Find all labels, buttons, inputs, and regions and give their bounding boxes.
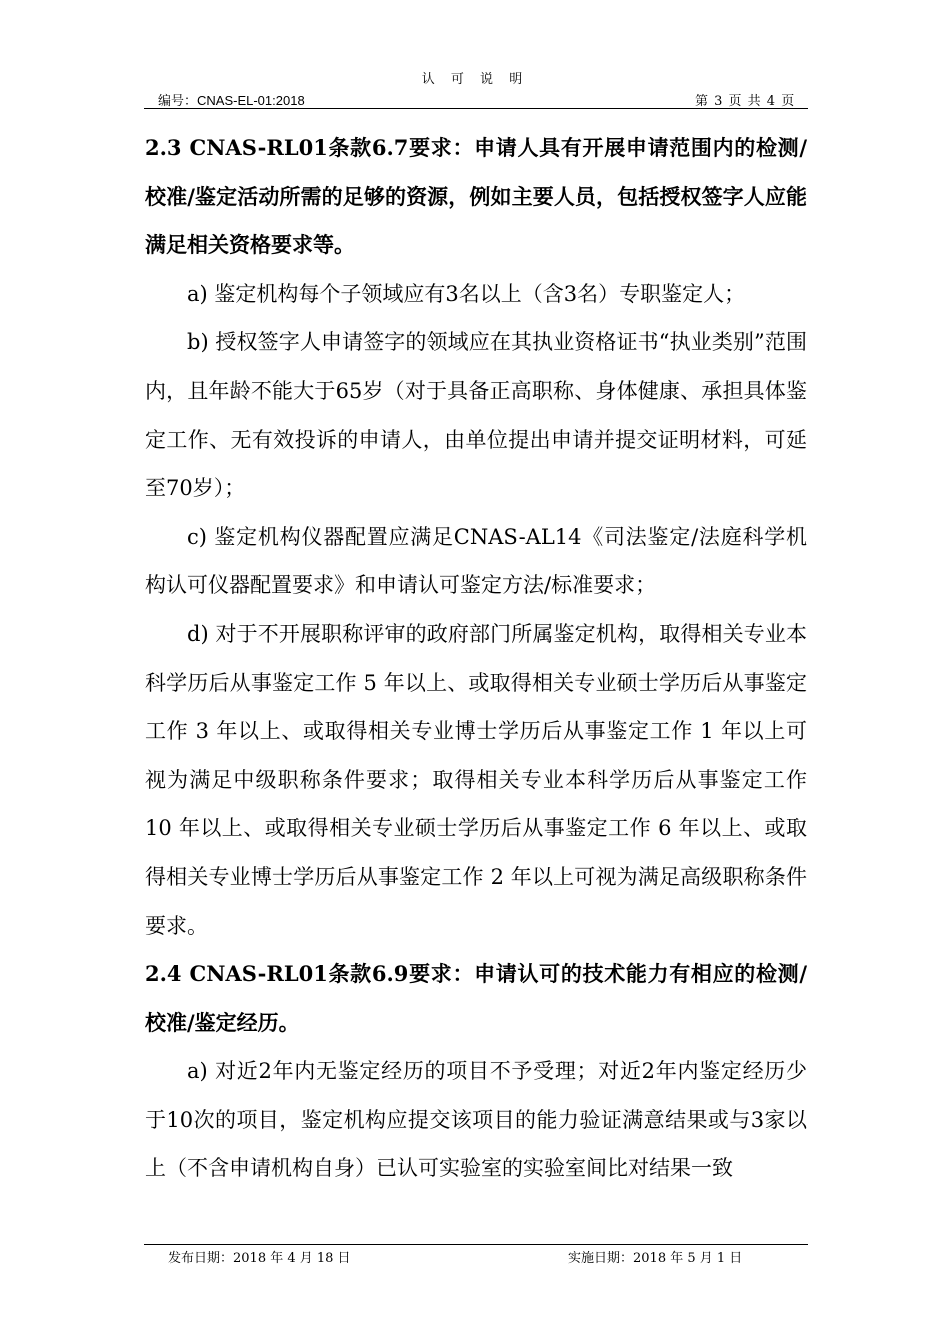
paragraph-item-a-2: a) 对近2年内无鉴定经历的项目不予受理；对近2年内鉴定经历少于10次的项目，鉴定机构应提交该项目的能力验证满意结果或与3家以上（不含申请机构自身）已认可实验室的实验室间比对结果一致 [145, 1059, 807, 1181]
paragraph-item-d: d) 对于不开展职称评审的政府部门所属鉴定机构，取得相关专业本科学历后从事鉴定工作 5 年以上、或取得相关专业硕士学历后从事鉴定工作 3 年以上、或取得相关专业博士学历后从事鉴定工作 1 年以上可视为满足中级职称条件要求；取得相关专业本科学历后从事鉴定工作 10 年以上、或取得相关专业硕士学历后从事鉴定工作 6 年以上、或取得相关专业博士学历后从事鉴定工作 2 年以上可视为满足高级职称条件要求。 [145, 621, 807, 938]
footer-divider [144, 1244, 808, 1245]
section-heading-2-4: 2.4 CNAS-RL01条款6.9要求：申请认可的技术能力有相应的检测/校准/鉴定经历。 [145, 961, 807, 1035]
paragraph-item-a: a) 鉴定机构每个子领域应有3名以上（含3名）专职鉴定人； [187, 281, 746, 306]
header-title: 认 可 说 明 [421, 72, 529, 87]
document-body [145, 124, 807, 1193]
paragraph-item-c: c) 鉴定机构仪器配置应满足CNAS-AL14《司法鉴定/法庭科学机构认可仪器配置要求》和申请认可鉴定方法/标准要求； [145, 524, 807, 598]
paragraph-item-b: b) 授权签字人申请签字的领域应在其执业资格证书“执业类别”范围内，且年龄不能大于65岁（对于具备正高职称、身体健康、承担具体鉴定工作、无有效投诉的申请人，由单位提出申请并提交证明材料，可延至70岁）； [145, 330, 807, 501]
page-info: 第 3 页 共 4 页 [695, 94, 796, 109]
effective-date: 实施日期：2018 年 5 月 1 日 [568, 1251, 743, 1266]
publish-date: 发布日期：2018 年 4 月 18 日 [168, 1251, 351, 1266]
header-divider [144, 108, 808, 109]
section-heading-2-3: 2.3 CNAS-RL01条款6.7要求：申请人具有开展申请范围内的检测/校准/鉴定活动所需的足够的资源，例如主要人员，包括授权签字人应能满足相关资格要求等。 [145, 135, 807, 258]
doc-number: 编号：CNAS-EL-01:2018 [158, 93, 305, 108]
